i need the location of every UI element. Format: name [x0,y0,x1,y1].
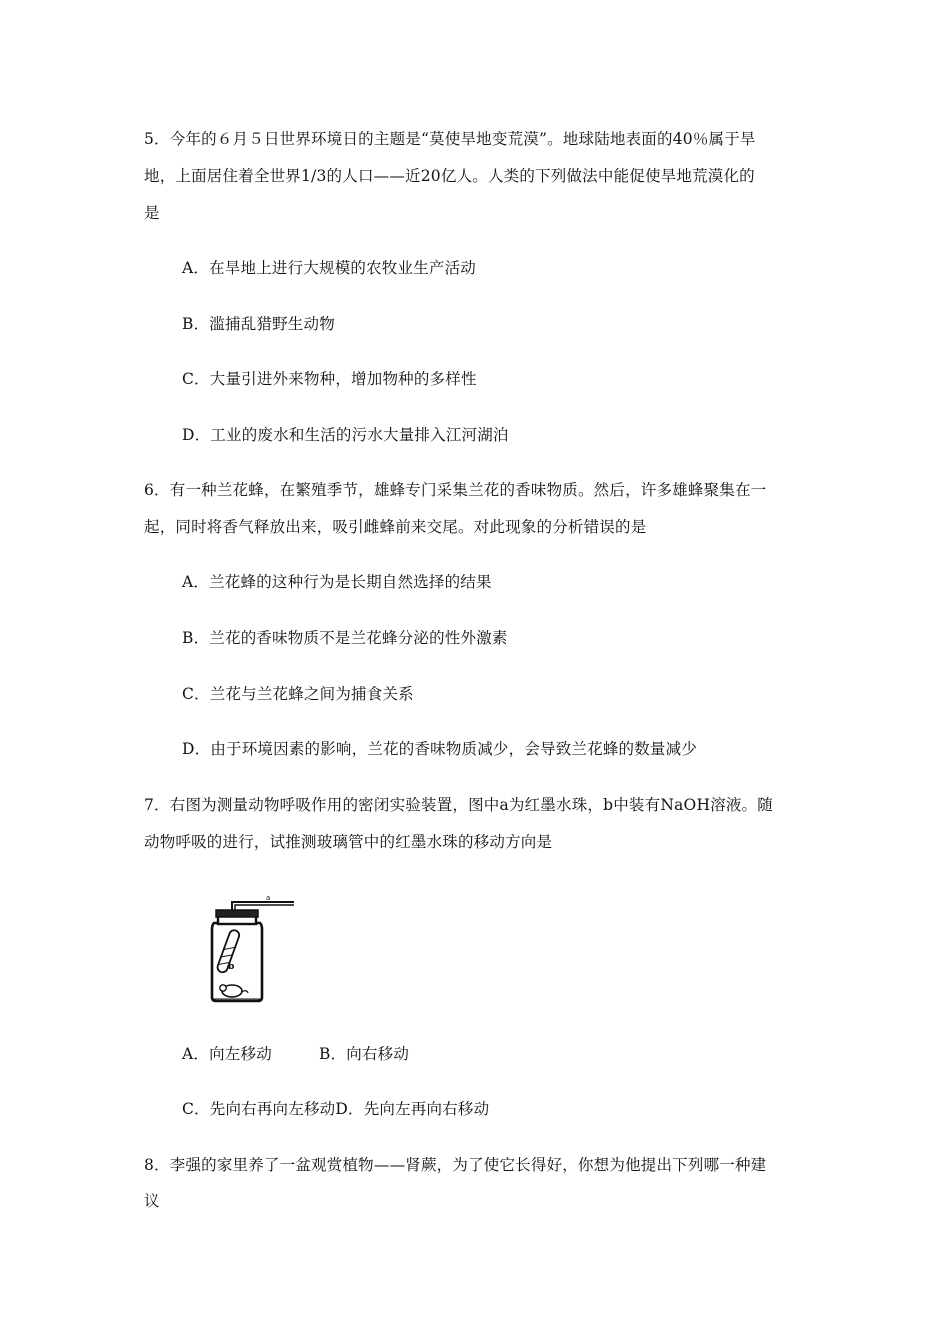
question-5-line-1: 5．今年的６月５日世界环境日的主题是“莫使旱地变荒漠”。地球陆地表面的40％属于旱 [144,130,756,148]
question-5-option-d: D．工业的废水和生活的污水大量排入江河湖泊 [182,426,509,444]
question-7-option-c-d: C．先向右再向左移动D．先向左再向右移动 [182,1100,490,1118]
question-5-option-b: B．滥捕乱猎野生动物 [182,315,335,333]
question-6-option-d: D．由于环境因素的影响，兰花的香味物质减少，会导致兰花蜂的数量减少 [182,740,698,758]
figure-label-b: b [228,962,235,972]
question-6-option-c: C．兰花与兰花蜂之间为捕食关系 [182,685,414,703]
question-6-option-a: A．兰花蜂的这种行为是长期自然选择的结果 [182,573,492,591]
figure-label-a: a [266,894,271,902]
question-8-line-1: 8．李强的家里养了一盆观赏植物——肾蕨，为了使它长得好，你想为他提出下列哪一种建 [144,1156,767,1174]
question-7-line-1: 7．右图为测量动物呼吸作用的密闭实验装置，图中a为红墨水珠，b中装有NaOH溶液。随 [144,796,773,814]
respiration-apparatus-figure [204,893,296,1005]
question-5-option-c: C．大量引进外来物种，增加物种的多样性 [182,370,477,388]
question-5-line-3: 是 [144,204,160,222]
question-5-line-2: 地，上面居住着全世界1/3的人口——近20亿人。人类的下列做法中能促使旱地荒漠化的 [144,167,755,185]
question-7-line-2: 动物呼吸的进行，试推测玻璃管中的红墨水珠的移动方向是 [144,833,553,851]
question-8-line-2: 议 [144,1192,160,1210]
question-6-option-b: B．兰花的香味物质不是兰花蜂分泌的性外激素 [182,629,508,647]
question-6-line-2: 起，同时将香气释放出来，吸引雌蜂前来交尾。对此现象的分析错误的是 [144,518,647,536]
question-6-line-1: 6．有一种兰花蜂，在繁殖季节，雄蜂专门采集兰花的香味物质。然后，许多雄蜂聚集在一 [144,481,767,499]
question-7-option-a-b: A．向左移动 B．向右移动 [182,1045,410,1063]
question-5-option-a: A．在旱地上进行大规模的农牧业生产活动 [182,259,476,277]
